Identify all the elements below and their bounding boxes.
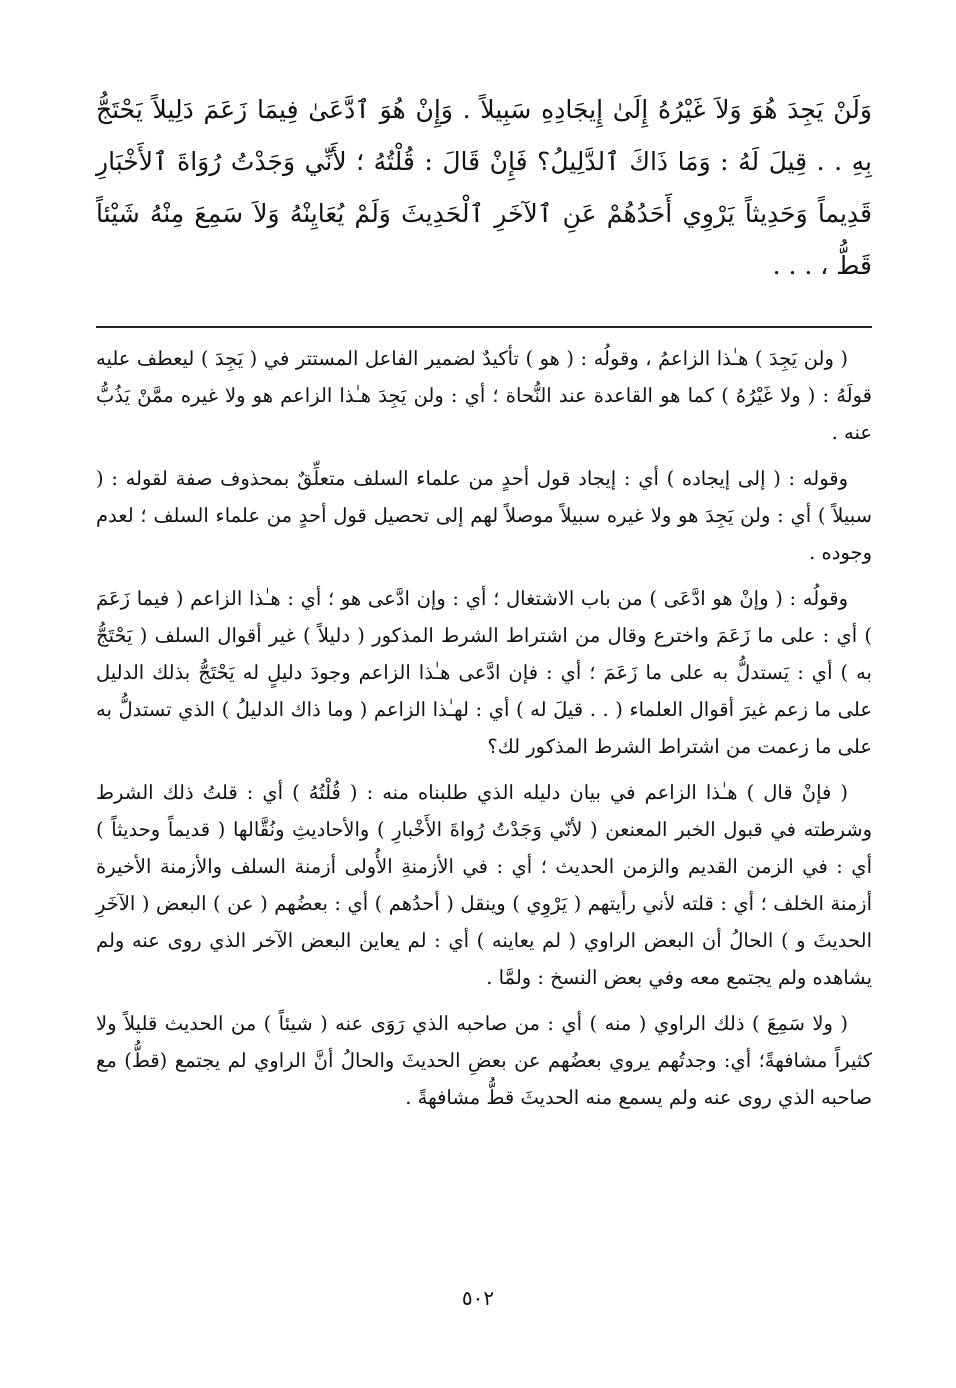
commentary-paragraph: وقولُه : ( وإنْ هو ادَّعَى ) من باب الاشتغال ؛ أي : وإن ادَّعى هو ؛ أي : هـٰذا الزاعم ( فيما زَعَمَ ) أي : على ما زَعَمَ واخترع وقال من اشتراط الشرط المذكور ( دليلاً ) غير أقوال السلف ( يَحْتَجُّ به ) أي : يَستدلُّ به على ما زَعَمَ ؛ أي : فإن ادَّعى هـٰذا الزاعم وجودَ دليلٍ له يَحْتَجُّ بذلك الدليل على ما زعم غيرَ أقوال العلماء ( . . قيلَ له ) أي : لهـٰذا الزاعم ( وما ذاك الدليلُ ) الذي تستدلُّ به على ما زعمت من اشتراط الشرط المذكور لك؟: [96, 587, 872, 758]
commentary-text: [96, 340, 872, 1116]
commentary-paragraph: ( فإنْ قال ) هـٰذا الزاعم في بيان دليله الذي طلبناه منه : ( قُلْتُهُ ) أي : قلتُ ذلك الشرط وشرطته في قبول الخبر المعنعن ( لأنّي وَجَدْتُ رُواةَ الأَخْبارِ ) والأحاديثِ ونُقَّالها ( قديماً وحديثاً ) أي : في الزمن القديم والزمن الحديث ؛ أي : في الأزمنةِ الأُولى أزمنة السلف والأزمنة الأخيرة أزمنة الخلف ؛ أي : قلته لأني رأيتهم ( يَرْوِي ) وينقل ( أحدُهم ) أي : بعضُهم ( عن ) البعض ( الآخَرِ الحديثَ و ) الحالُ أن البعض الراوي ( لم يعاينه ) أي : لم يعاين البعض الآخر الذي روى عنه ولم يشاهده ولم يجتمع معه وفي بعض النسخ : ولمَّا .: [96, 781, 872, 989]
commentary-paragraph: ( ولن يَجِدَ ) هـٰذا الزاعمُ ، وقولُه : ( هو ) تأكيدٌ لضمير الفاعل المستتر في ( يَجِدَ ) ليعطف عليه قولَهُ : ( ولا غَيْرُهُ ) كما هو القاعدة عند النُّحاة ؛ أي : ولن يَجِدَ هـٰذا الزاعم هو ولا غيره ممَّنْ يَذُبُّ عنه .: [96, 347, 873, 444]
page-number: ٥٠٢: [461, 1286, 495, 1310]
footnote-separator-line: [96, 326, 872, 328]
main-text-paragraph: وَلَنْ يَجِدَ هُوَ وَلاَ غَيْرُهُ إِلَىٰ إِيجَادِهِ سَبِيلاً . وَإِنْ هُوَ ٱدَّعَىٰ فِيمَا زَعَمَ دَلِيلاً يَحْتَجُّ بِهِ . . قِيلَ لَهُ : وَمَا ذَاكَ ٱلدَّلِيلُ؟ فَإِنْ قَالَ : قُلْتُهُ ؛ لأَنِّي وَجَدْتُ رُوَاةَ ٱلأَخْبَارِ قَدِيماً وَحَدِيثاً يَرْوِي أَحَدُهُمْ عَنِ ٱلآخَرِ ٱلْحَدِيثَ وَلَمْ يُعَايِنْهُ وَلاَ سَمِعَ مِنْهُ شَيْئاً قَطُّ ، . . .: [96, 95, 872, 280]
commentary-paragraph: وقوله : ( إلى إيجاده ) أي : إيجاد قول أحدٍ من علماء السلف متعلِّقٌ بمحذوف صفة لقوله : ( سبيلاً ) أي : ولن يَجِدَ هو ولا غيره سبيلاً موصلاً لهم إلى تحصيل قول أحدٍ من علماء السلف ؛ لعدم وجوده .: [96, 467, 872, 564]
book-page: [96, 84, 872, 1125]
main-text: [96, 84, 872, 292]
commentary-paragraph: ( ولا سَمِعَ ) ذلك الراوي ( منه ) أي : من صاحبه الذي رَوَى عنه ( شيئاً ) من الحديث قليلاً ولا كثيراً مشافهةً؛ أي: وجدتُهم يروي بعضُهم عن بعضِ الحديثَ والحالُ أنَّ الراوي لم يجتمع (قطُّ) مع صاحبه الذي روى عنه ولم يسمع منه الحديثَ قطُّ مشافهةً .: [96, 1012, 872, 1109]
